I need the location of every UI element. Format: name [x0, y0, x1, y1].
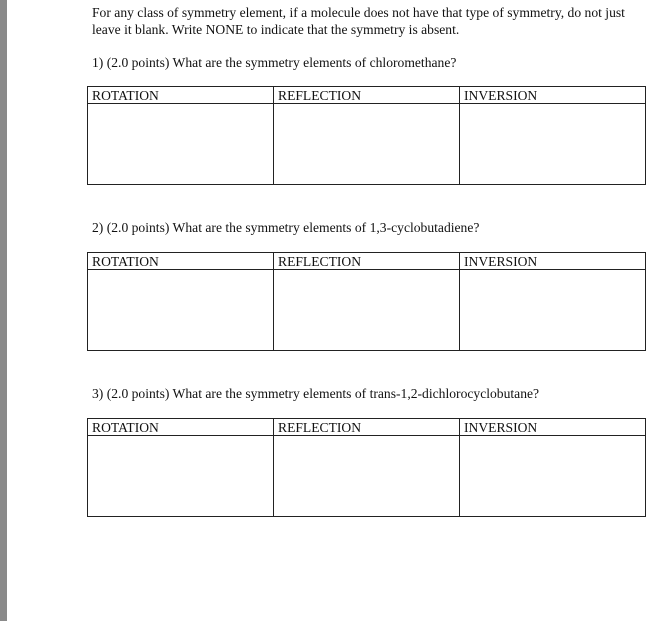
reflection-header: REFLECTION [274, 87, 460, 104]
reflection-header: REFLECTION [274, 419, 460, 436]
question-3-text: 3) (2.0 points) What are the symmetry elements of trans-1,2-dichlorocyclobutane? [92, 386, 540, 401]
reflection-answer-cell[interactable] [274, 270, 460, 351]
answer-row [88, 270, 646, 351]
question-1-table [87, 86, 646, 185]
inversion-header: INVERSION [460, 87, 646, 104]
question-1-text: 1) (2.0 points) What are the symmetry elements of chloromethane? [92, 55, 457, 70]
inversion-header: INVERSION [460, 419, 646, 436]
table-header-row [88, 253, 646, 270]
question-3-table [87, 418, 646, 517]
rotation-header: ROTATION [88, 419, 274, 436]
rotation-answer-cell[interactable] [88, 436, 274, 517]
inversion-answer-cell[interactable] [460, 436, 646, 517]
table-header-row [88, 87, 646, 104]
reflection-answer-cell[interactable] [274, 104, 460, 185]
rotation-header: ROTATION [88, 253, 274, 270]
inversion-header: INVERSION [460, 253, 646, 270]
reflection-header: REFLECTION [274, 253, 460, 270]
rotation-answer-cell[interactable] [88, 104, 274, 185]
inversion-answer-cell[interactable] [460, 270, 646, 351]
inversion-answer-cell[interactable] [460, 104, 646, 185]
answer-row [88, 436, 646, 517]
question-2-text: 2) (2.0 points) What are the symmetry elements of 1,3-cyclobutadiene? [92, 220, 480, 235]
rotation-answer-cell[interactable] [88, 270, 274, 351]
rotation-header: ROTATION [88, 87, 274, 104]
question-2-table [87, 252, 646, 351]
instructions-text: For any class of symmetry element, if a molecule does not have that type of symmetry, do not just leave it blank. Write NONE to indicate that the symmetry is absent. [92, 5, 625, 37]
left-edge-bar [0, 0, 7, 621]
table-header-row [88, 419, 646, 436]
reflection-answer-cell[interactable] [274, 436, 460, 517]
worksheet [92, 5, 644, 435]
answer-row [88, 104, 646, 185]
